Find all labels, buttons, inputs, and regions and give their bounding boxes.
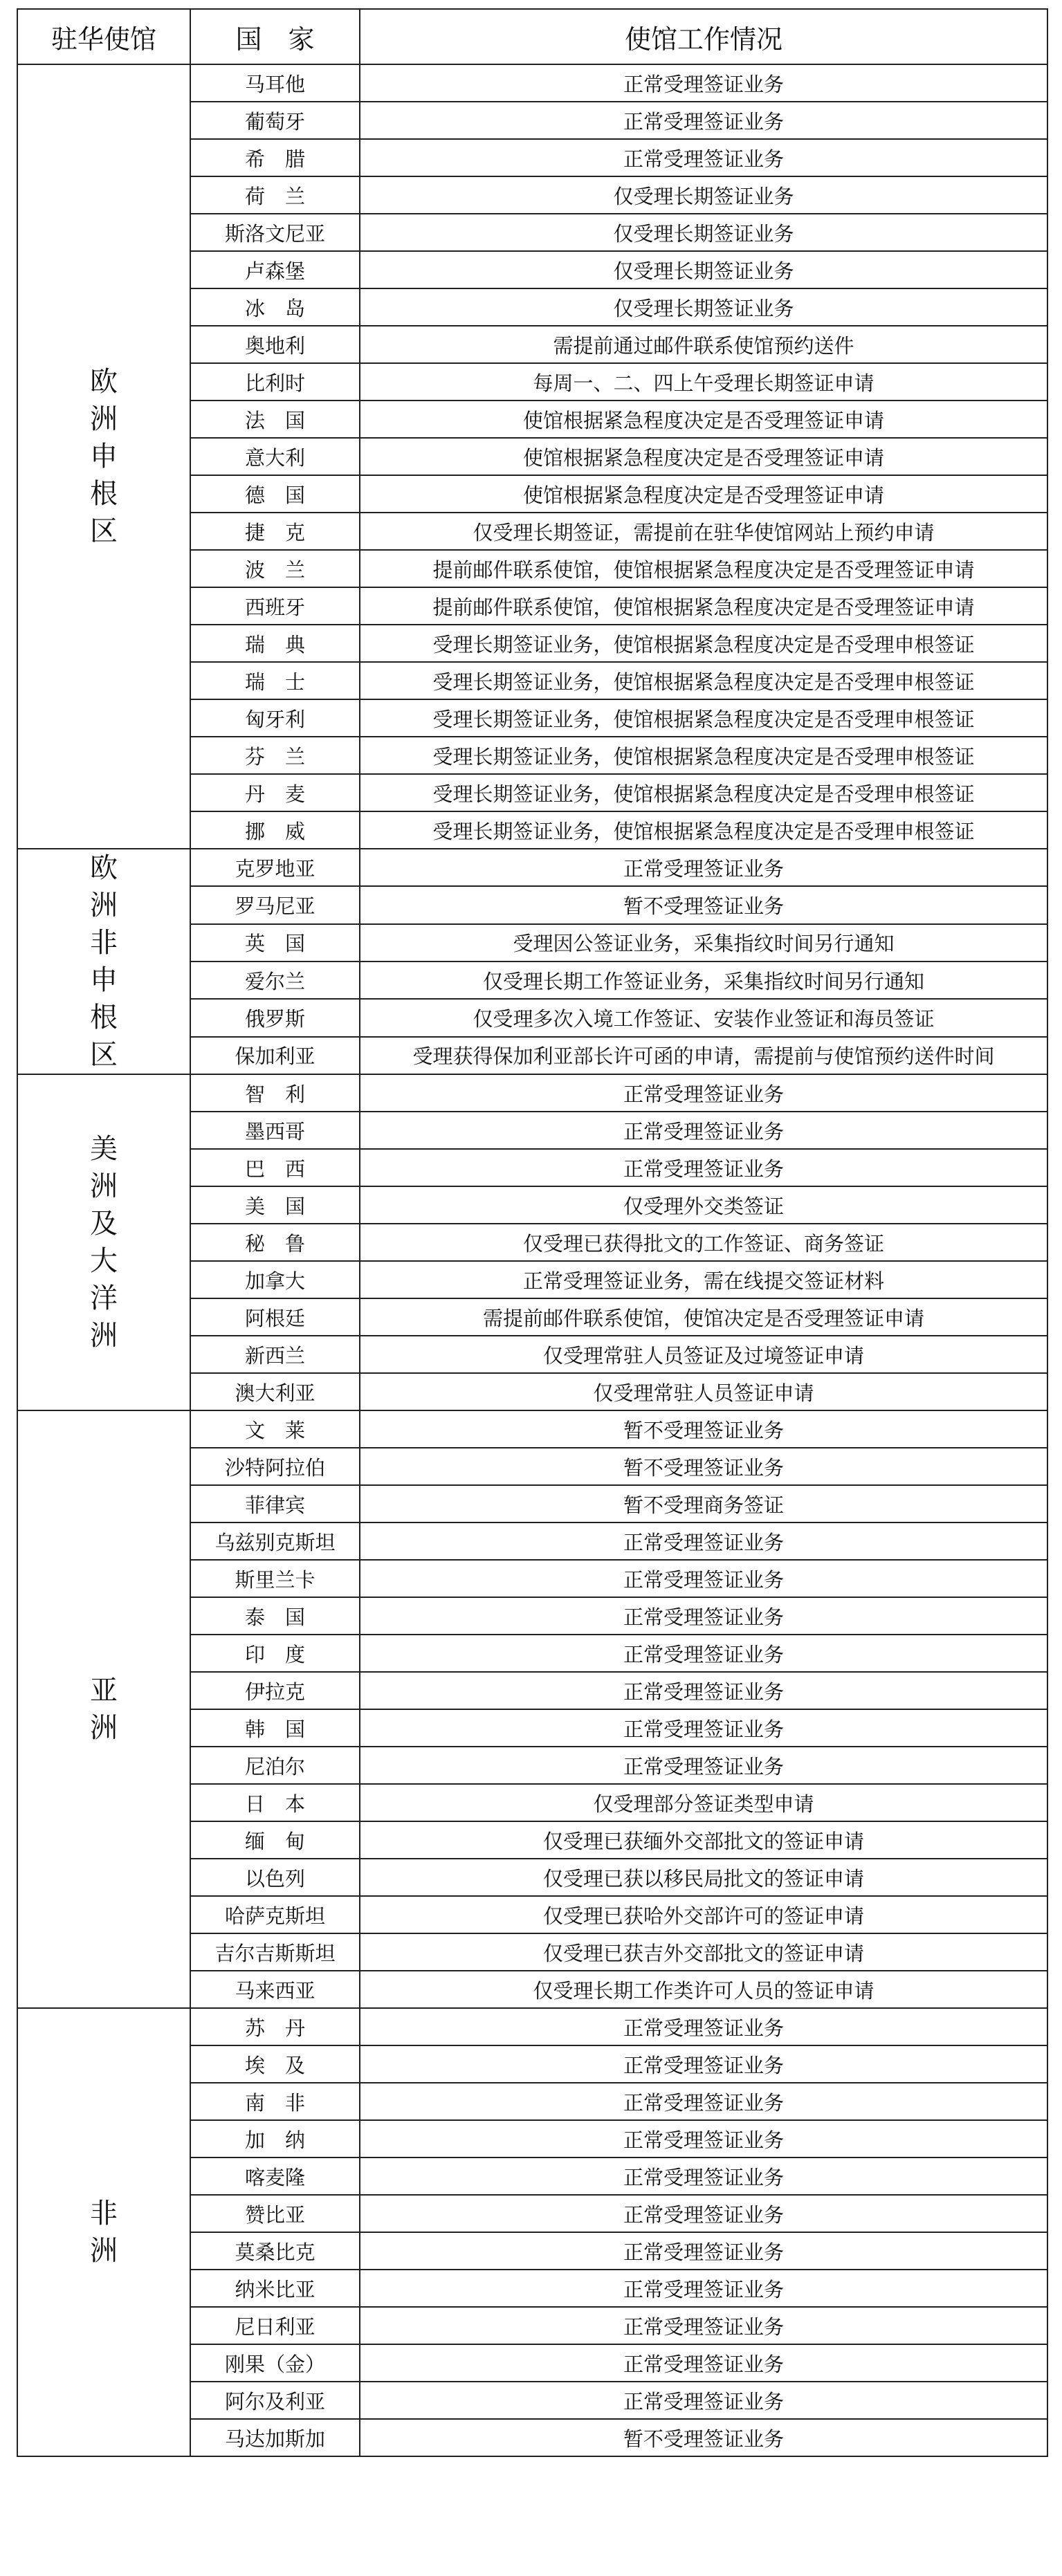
country-cell: 阿根廷 [190,1298,360,1336]
country-cell: 智 利 [190,1074,360,1112]
status-cell: 受理长期签证业务，使馆根据紧急程度决定是否受理申根签证 [360,811,1047,849]
status-cell: 仅受理长期工作签证业务，采集指纹时间另行通知 [360,962,1047,999]
country-cell: 马耳他 [190,64,360,102]
country-cell: 奥地利 [190,326,360,363]
status-cell: 受理因公签证业务，采集指纹时间另行通知 [360,924,1047,962]
status-cell: 使馆根据紧急程度决定是否受理签证申请 [360,401,1047,438]
table-row [17,1074,1047,1112]
status-cell: 暂不受理签证业务 [360,1410,1047,1448]
country-cell: 秘 鲁 [190,1224,360,1261]
country-cell: 瑞 典 [190,625,360,662]
country-cell: 捷 克 [190,513,360,550]
status-cell: 受理长期签证业务，使馆根据紧急程度决定是否受理申根签证 [360,737,1047,774]
country-cell: 刚果（金） [190,2344,360,2382]
country-cell: 以色列 [190,1859,360,1896]
country-cell: 缅 甸 [190,1821,360,1859]
country-cell: 墨西哥 [190,1112,360,1149]
country-cell: 冰 岛 [190,288,360,326]
country-cell: 波 兰 [190,550,360,587]
country-cell: 卢森堡 [190,251,360,288]
country-cell: 罗马尼亚 [190,886,360,923]
country-cell: 哈萨克斯坦 [190,1896,360,1933]
status-cell: 需提前通过邮件联系使馆预约送件 [360,326,1047,363]
status-cell: 正常受理签证业务 [360,139,1047,176]
country-cell: 尼日利亚 [190,2307,360,2344]
status-cell: 仅受理已获吉外交部批文的签证申请 [360,1933,1047,1971]
status-cell: 正常受理签证业务 [360,2195,1047,2232]
country-cell: 挪 威 [190,811,360,849]
country-cell: 希 腊 [190,139,360,176]
region-cell [17,2008,190,2456]
status-cell: 暂不受理商务签证 [360,1485,1047,1522]
country-cell: 新西兰 [190,1336,360,1373]
country-cell: 加 纳 [190,2120,360,2158]
region-cell [17,1410,190,2008]
status-cell: 正常受理签证业务 [360,1747,1047,1784]
country-cell: 喀麦隆 [190,2158,360,2195]
status-cell: 仅受理长期签证业务 [360,214,1047,251]
status-cell: 正常受理签证业务，需在线提交签证材料 [360,1261,1047,1298]
header-country: 国 家 [190,9,360,64]
country-cell: 乌兹别克斯坦 [190,1522,360,1560]
table-row [17,1410,1047,1448]
status-cell: 受理长期签证业务，使馆根据紧急程度决定是否受理申根签证 [360,625,1047,662]
country-cell: 爱尔兰 [190,962,360,999]
region-cell [17,64,190,849]
status-cell: 正常受理签证业务 [360,1635,1047,1672]
country-cell: 斯里兰卡 [190,1560,360,1597]
status-cell: 受理长期签证业务，使馆根据紧急程度决定是否受理申根签证 [360,774,1047,811]
status-cell: 仅受理长期签证业务 [360,288,1047,326]
country-cell: 埃 及 [190,2045,360,2083]
country-cell: 阿尔及利亚 [190,2382,360,2419]
region-label: 欧洲申根区 [90,366,118,547]
status-cell: 仅受理长期签证，需提前在驻华使馆网站上预约申请 [360,513,1047,550]
country-cell: 加拿大 [190,1261,360,1298]
status-cell: 仅受理已获哈外交部许可的签证申请 [360,1896,1047,1933]
country-cell: 马来西亚 [190,1971,360,2008]
table-header-row [17,9,1047,64]
status-cell: 正常受理签证业务 [360,2270,1047,2307]
table-row [17,64,1047,102]
region-label: 欧洲非申根区 [90,852,118,1071]
status-cell: 仅受理多次入境工作签证、安装作业签证和海员签证 [360,999,1047,1036]
table-row [17,849,1047,886]
status-cell: 正常受理签证业务 [360,1522,1047,1560]
status-cell: 正常受理签证业务 [360,1709,1047,1747]
status-cell: 正常受理签证业务 [360,2158,1047,2195]
status-cell: 仅受理外交类签证 [360,1186,1047,1224]
country-cell: 英 国 [190,924,360,962]
status-cell: 仅受理常驻人员签证申请 [360,1373,1047,1410]
country-cell: 葡萄牙 [190,102,360,139]
country-cell: 丹 麦 [190,774,360,811]
status-cell: 受理获得保加利亚部长许可函的申请，需提前与使馆预约送件时间 [360,1037,1047,1074]
country-cell: 瑞 士 [190,662,360,699]
status-cell: 正常受理签证业务 [360,2307,1047,2344]
status-cell: 提前邮件联系使馆，使馆根据紧急程度决定是否受理签证申请 [360,550,1047,587]
status-cell: 正常受理签证业务 [360,2120,1047,2158]
status-cell: 仅受理常驻人员签证及过境签证申请 [360,1336,1047,1373]
country-cell: 匈牙利 [190,699,360,737]
status-cell: 正常受理签证业务 [360,2382,1047,2419]
region-label: 亚 洲 [90,1675,145,1744]
table-body [17,64,1047,2456]
country-cell: 比利时 [190,363,360,401]
country-cell: 吉尔吉斯斯坦 [190,1933,360,1971]
country-cell: 沙特阿拉伯 [190,1448,360,1485]
status-cell: 正常受理签证业务 [360,2008,1047,2045]
status-cell: 正常受理签证业务 [360,2232,1047,2270]
status-cell: 仅受理已获缅外交部批文的签证申请 [360,1821,1047,1859]
country-cell: 法 国 [190,401,360,438]
status-cell: 正常受理签证业务 [360,2344,1047,2382]
header-embassy: 驻华使馆 [17,9,190,64]
country-cell: 日 本 [190,1784,360,1821]
country-cell: 伊拉克 [190,1672,360,1709]
status-cell: 正常受理签证业务 [360,2083,1047,2120]
status-cell: 每周一、二、四上午受理长期签证申请 [360,363,1047,401]
status-cell: 仅受理已获得批文的工作签证、商务签证 [360,1224,1047,1261]
status-cell: 正常受理签证业务 [360,2045,1047,2083]
country-cell: 荷 兰 [190,176,360,214]
country-cell: 马达加斯加 [190,2419,360,2456]
region-label: 非 洲 [90,2198,145,2267]
status-cell: 仅受理部分签证类型申请 [360,1784,1047,1821]
header-status: 使馆工作情况 [360,9,1047,64]
country-cell: 苏 丹 [190,2008,360,2045]
region-cell [17,1074,190,1410]
country-cell: 赞比亚 [190,2195,360,2232]
status-cell: 暂不受理签证业务 [360,886,1047,923]
status-cell: 受理长期签证业务，使馆根据紧急程度决定是否受理申根签证 [360,662,1047,699]
country-cell: 泰 国 [190,1597,360,1635]
country-cell: 南 非 [190,2083,360,2120]
status-cell: 正常受理签证业务 [360,102,1047,139]
country-cell: 尼泊尔 [190,1747,360,1784]
status-cell: 仅受理长期签证业务 [360,176,1047,214]
country-cell: 德 国 [190,475,360,513]
country-cell: 俄罗斯 [190,999,360,1036]
region-cell [17,849,190,1074]
status-cell: 正常受理签证业务 [360,64,1047,102]
status-cell: 仅受理长期工作类许可人员的签证申请 [360,1971,1047,2008]
status-cell: 正常受理签证业务 [360,1149,1047,1186]
status-cell: 仅受理长期签证业务 [360,251,1047,288]
country-cell: 巴 西 [190,1149,360,1186]
country-cell: 芬 兰 [190,737,360,774]
country-cell: 意大利 [190,438,360,475]
status-cell: 正常受理签证业务 [360,849,1047,886]
country-cell: 斯洛文尼亚 [190,214,360,251]
status-cell: 使馆根据紧急程度决定是否受理签证申请 [360,475,1047,513]
country-cell: 文 莱 [190,1410,360,1448]
country-cell: 韩 国 [190,1709,360,1747]
status-cell: 正常受理签证业务 [360,1560,1047,1597]
status-cell: 暂不受理签证业务 [360,2419,1047,2456]
embassy-status-document [17,8,1047,2457]
status-cell: 使馆根据紧急程度决定是否受理签证申请 [360,438,1047,475]
status-cell: 正常受理签证业务 [360,1597,1047,1635]
table-row [17,2008,1047,2045]
status-cell: 需提前邮件联系使馆，使馆决定是否受理签证申请 [360,1298,1047,1336]
country-cell: 保加利亚 [190,1037,360,1074]
status-cell: 正常受理签证业务 [360,1672,1047,1709]
country-cell: 澳大利亚 [190,1373,360,1410]
country-cell: 印 度 [190,1635,360,1672]
status-cell: 受理长期签证业务，使馆根据紧急程度决定是否受理申根签证 [360,699,1047,737]
status-cell: 正常受理签证业务 [360,1074,1047,1112]
country-cell: 菲律宾 [190,1485,360,1522]
status-cell: 暂不受理签证业务 [360,1448,1047,1485]
region-label: 美洲及大洋洲 [90,1133,118,1352]
country-cell: 莫桑比克 [190,2232,360,2270]
country-cell: 克罗地亚 [190,849,360,886]
country-cell: 纳米比亚 [190,2270,360,2307]
embassy-status-table [17,8,1048,2457]
status-cell: 正常受理签证业务 [360,1112,1047,1149]
country-cell: 美 国 [190,1186,360,1224]
country-cell: 西班牙 [190,587,360,625]
status-cell: 仅受理已获以移民局批文的签证申请 [360,1859,1047,1896]
status-cell: 提前邮件联系使馆，使馆根据紧急程度决定是否受理签证申请 [360,587,1047,625]
